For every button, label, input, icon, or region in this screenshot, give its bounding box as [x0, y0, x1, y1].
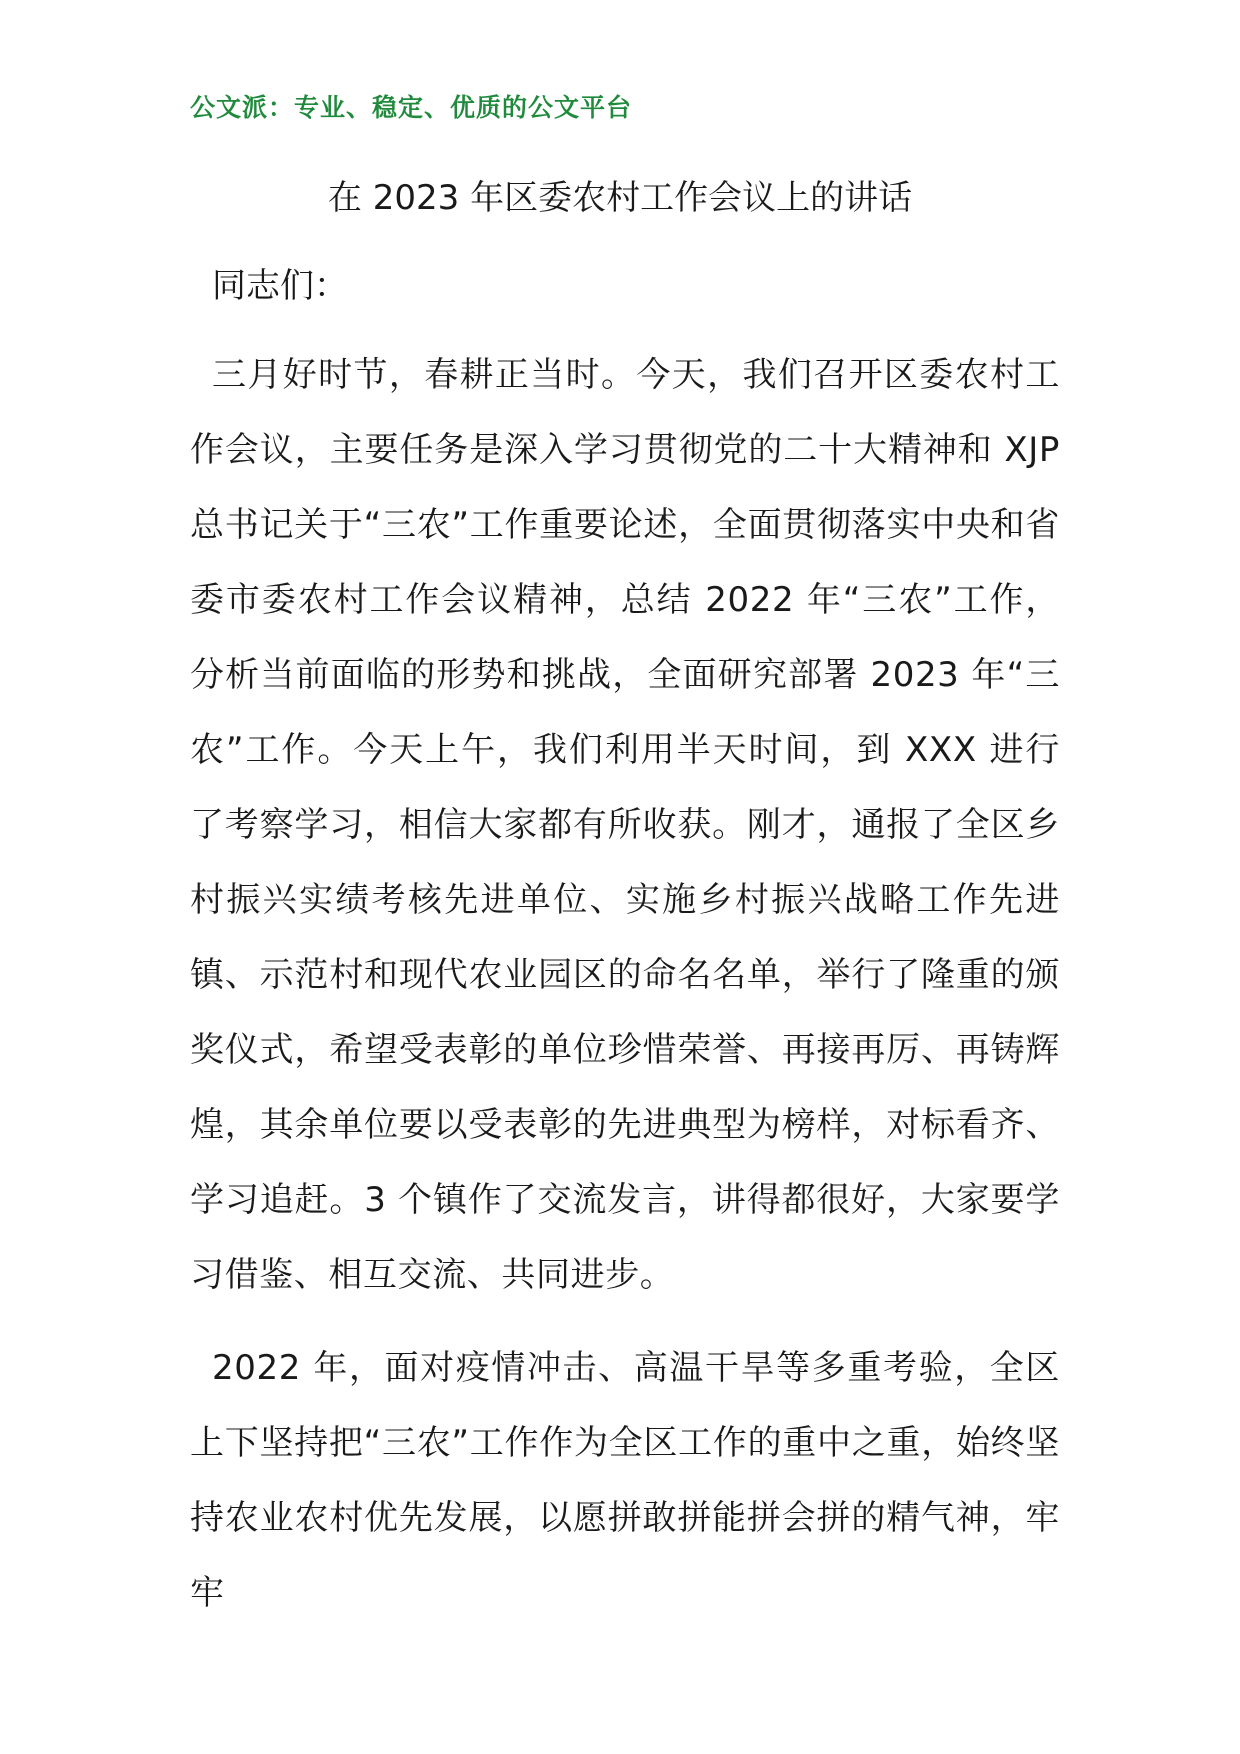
document-title: 在 2023 年区委农村工作会议上的讲话	[327, 178, 913, 218]
salutation: 同志们：	[212, 266, 348, 306]
document-body	[190, 262, 1060, 1649]
paragraph-opening: 三月好时节，春耕正当时。今天，我们召开区委农村工作会议，主要任务是深入学习贯彻党的二十大精神和 XJP 总书记关于“三农”工作重要论述，全面贯彻落实中央和省委市委农村工作会议精神，总结 2022 年“三农”工作，分析当前面临的形势和挑战，全面研究部署 2023 年“三农”工作。今天上午，我们利用半天时间，到 XXX 进行了考察学习，相信大家都有所收获。刚才，通报了全区乡村振兴实绩考核先进单位、实施乡村振兴战略工作先进镇、示范村和现代农业园区的命名名单，举行了隆重的颁奖仪式，希望受表彰的单位珍惜荣誉、再接再厉、再铸辉煌，其余单位要以受表彰的先进典型为榜样，对标看齐、学习追赶。3 个镇作了交流发言，讲得都很好，大家要学习借鉴、相互交流、共同进步。	[190, 355, 1060, 1295]
paragraph-2022-review: 2022 年，面对疫情冲击、高温干旱等多重考验，全区上下坚持把“三农”工作作为全区工作的重中之重，始终坚持农业农村优先发展，以愿拼敢拼能拼会拼的精气神，牢牢	[190, 1348, 1060, 1613]
header-slogan: 公文派：专业、稳定、优质的公文平台	[190, 93, 633, 122]
